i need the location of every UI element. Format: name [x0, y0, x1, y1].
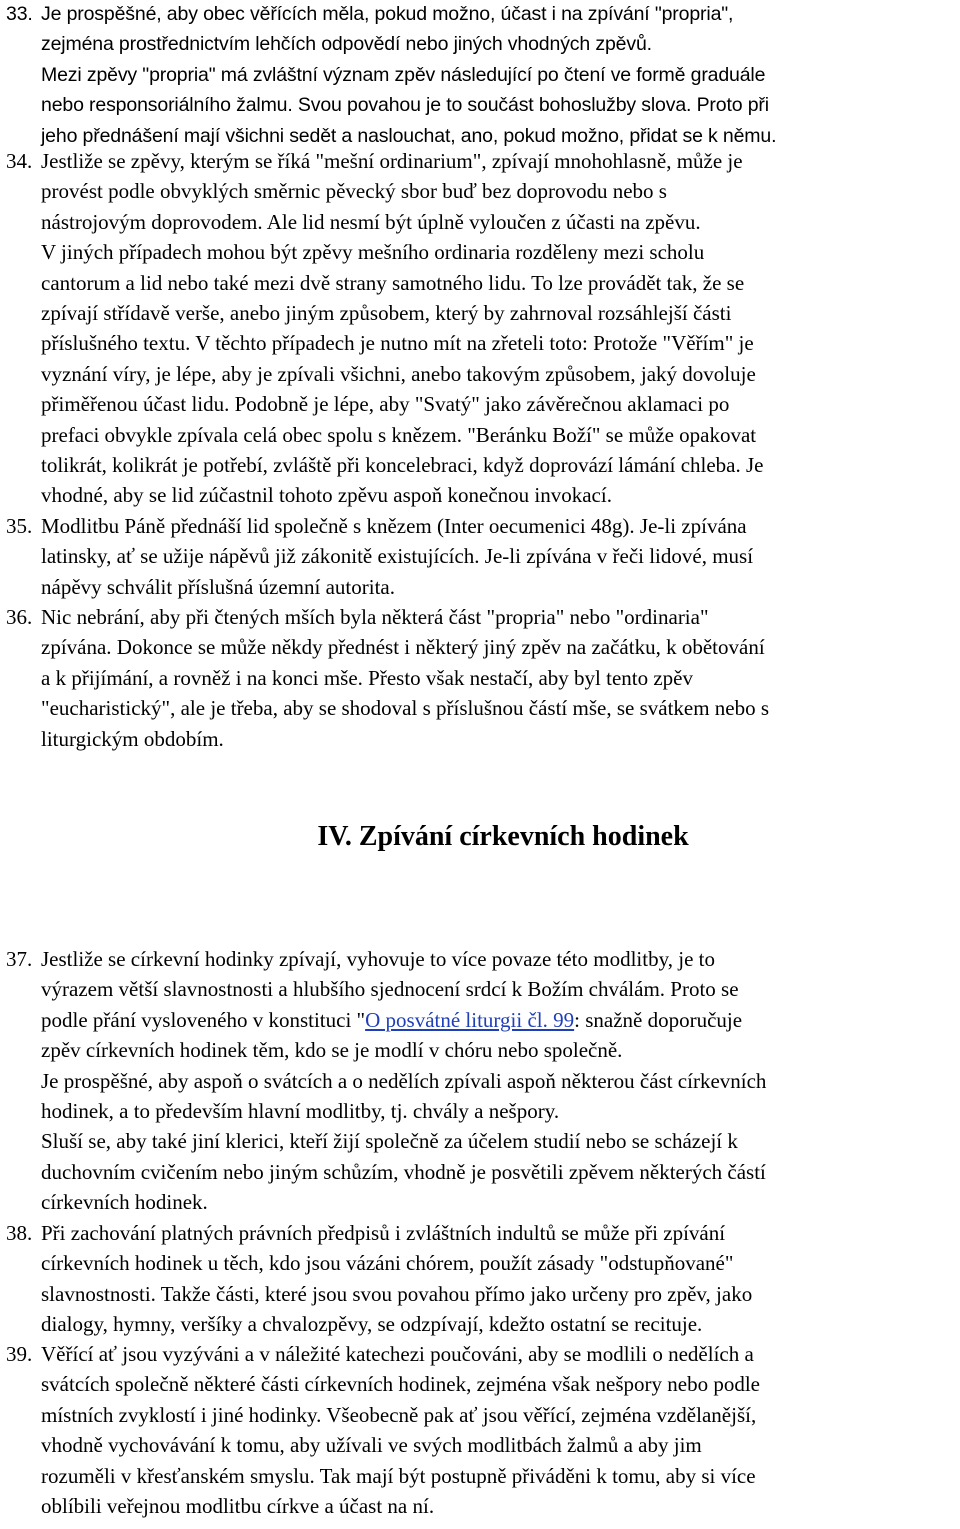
section-heading: IV. Zpívání církevních hodinek [317, 821, 689, 852]
text-line: a k přijímání, a rovněž i na konci mše. Přesto však nestačí, aby byl tento zpěv [41, 665, 693, 690]
text-line: příslušného textu. V těchto případech je nutno mít na zřeteli toto: Protože "Věřím" je [41, 331, 754, 356]
text-line: prefaci obvykle zpívala celá obec spolu s knězem. "Beránku Boží" se může opakovat [41, 422, 757, 447]
paragraph-34 [6, 146, 960, 511]
paragraph-body [41, 602, 960, 754]
text-line: nebo responsoriálního žalmu. Svou povahou je to součást bohoslužby slova. Proto při [41, 94, 769, 117]
text-line: zejména prostřednictvím lehčích odpovědí nebo jiných vhodných zpěvů. [41, 33, 652, 56]
paragraph-38 [6, 1218, 960, 1340]
text-line: vhodně vychovávání k tomu, aby užívali ve svých modlitbách žalmů a aby jim [41, 1433, 702, 1458]
text-line: slavnostnosti. Takže části, které jsou svou povahou přímo jako určeny pro zpěv, jako [41, 1281, 753, 1306]
text-line: církevních hodinek u těch, kdo jsou vázáni chórem, použít zásady "odstupňované" [41, 1251, 734, 1276]
text-line: nástrojovým doprovodem. Ale lid nesmí být úplně vyloučen z účasti na zpěvu. [41, 209, 701, 234]
constitution-link[interactable]: O posvátné liturgii čl. 99 [365, 1007, 575, 1032]
paragraph-number: 34. [6, 149, 33, 173]
text-line: Mezi zpěvy "propria" má zvláštní význam zpěv následující po čtení ve formě graduále [41, 63, 766, 86]
text-line: jeho přednášení mají všichni sedět a naslouchat, ano, pokud možno, přidat se k němu. [41, 124, 777, 147]
paragraph-number: 35. [6, 514, 33, 538]
text-line: vyznání víry, je lépe, aby je zpívali všichni, anebo takovým způsobem, jaký dovoluje [41, 361, 756, 386]
text-line: hodinek, a to především hlavní modlitby, tj. chvály a nešpory. [41, 1099, 560, 1124]
text-line: místních zvyklostí i jiné hodinky. Všeobecně pak ať jsou věřící, zejména vzdělanější, [41, 1402, 757, 1427]
text-line: zpívána. Dokonce se může někdy přednést i některý jiný zpěv na začátku, k obětování [41, 635, 765, 660]
paragraph-body [41, 1339, 960, 1521]
text-line: latinsky, ať se užije nápěvů již zákonitě existujících. Je-li zpívána v řeči lidové, musí [41, 544, 754, 569]
paragraph-body [41, 944, 960, 1218]
text-line: Při zachování platných právních předpisů i zvláštních indultů se může při zpívání [41, 1221, 726, 1245]
text-line: dialogy, hymny, veršíky a chvalozpěvy, se odzpívají, kdežto ostatní se recituje. [41, 1312, 703, 1337]
text-line: Jestliže se církevní hodinky zpívají, vyhovuje to více povaze této modlitby, je to [41, 947, 715, 971]
text-line: Je prospěšné, aby obec věřících měla, pokud možno, účast i na zpívání "propria", [41, 3, 734, 25]
text-line: Jestliže se zpěvy, kterým se říká "mešní ordinarium", zpívají mnohohlasně, může je [41, 149, 743, 173]
text-segment: podle přání vysloveného v konstituci " [41, 1007, 366, 1032]
text-line: rozuměli v křesťanském smyslu. Tak mají být postupně přiváděni k tomu, aby si více [41, 1463, 756, 1488]
paragraph-35 [6, 511, 960, 602]
paragraph-number: 33. [6, 3, 33, 25]
paragraph-body [41, 1218, 960, 1340]
text-line-with-link [41, 1005, 960, 1035]
text-line: Sluší se, aby také jiní klerici, kteří žijí společně za účelem studií nebo se scházejí k [41, 1129, 738, 1154]
text-segment: : snažně doporučuje [574, 1007, 743, 1032]
paragraph-36 [6, 602, 960, 754]
text-line: liturgickým obdobím. [41, 726, 224, 751]
text-line: přiměřenou účast lidu. Podobně je lépe, aby "Svatý" jako závěrečnou aklamaci po [41, 392, 730, 417]
text-line: svátcích společně některé části církevních hodinek, zejména však nešpory nebo podle [41, 1372, 760, 1397]
text-line: Je prospěšné, aby aspoň o svátcích a o nedělích zpívali aspoň některou část církevních [41, 1068, 767, 1093]
text-line: provést podle obvyklých směrnic pěvecký sbor buď bez doprovodu nebo s [41, 179, 667, 204]
paragraph-33 [6, 0, 960, 151]
paragraph-body [41, 146, 960, 511]
text-line: nápěvy schválit příslušná územní autorita. [41, 574, 395, 599]
text-line: duchovním cvičením nebo jiným schůzím, vhodně je posvětili zpěvem některých částí [41, 1159, 766, 1184]
paragraph-number: 37. [6, 947, 33, 971]
paragraph-39 [6, 1339, 960, 1521]
paragraph-body [41, 511, 960, 602]
text-line: oblíbili veřejnou modlitbu církve a účast na ní. [41, 1494, 435, 1519]
paragraph-body [41, 0, 960, 151]
paragraph-number: 36. [6, 605, 33, 629]
paragraph-number: 39. [6, 1342, 33, 1366]
text-line: zpívají střídavě verše, anebo jiným způsobem, který by zahrnoval rozsáhlejší části [41, 301, 732, 326]
text-line: V jiných případech mohou být zpěvy mešního ordinaria rozděleny mezi scholu [41, 240, 705, 265]
text-line: cantorum a lid nebo také mezi dvě strany samotného lidu. To lze provádět tak, že se [41, 270, 745, 295]
text-line: Věřící ať jsou vyzýváni a v náležité katechezi poučováni, aby se modlili o nedělích a [41, 1342, 754, 1366]
paragraph-number: 38. [6, 1221, 33, 1245]
text-line: Nic nebrání, aby při čtených mších byla některá část "propria" nebo "ordinaria" [41, 605, 709, 629]
text-line: Modlitbu Páně přednáší lid společně s knězem (Inter oecumenici 48g). Je-li zpívána [41, 514, 747, 538]
text-line: církevních hodinek. [41, 1190, 208, 1215]
paragraph-37 [6, 944, 960, 1218]
text-line: vhodné, aby se lid zúčastnil tohoto zpěvu aspoň konečnou invokací. [41, 483, 612, 508]
text-line: výrazem větší slavnostnosti a hlubšího sjednocení srdcí k Božím chválám. Proto se [41, 977, 739, 1002]
text-line: zpěv církevních hodinek těm, kdo se je modlí v chóru nebo společně. [41, 1038, 623, 1063]
text-line: "eucharistický", ale je třeba, aby se shodoval s příslušnou částí mše, se svátkem nebo s [41, 696, 770, 721]
text-line: tolikrát, kolikrát je potřebí, zvláště při koncelebraci, když doprovází lámání chleba. Je [41, 453, 764, 478]
